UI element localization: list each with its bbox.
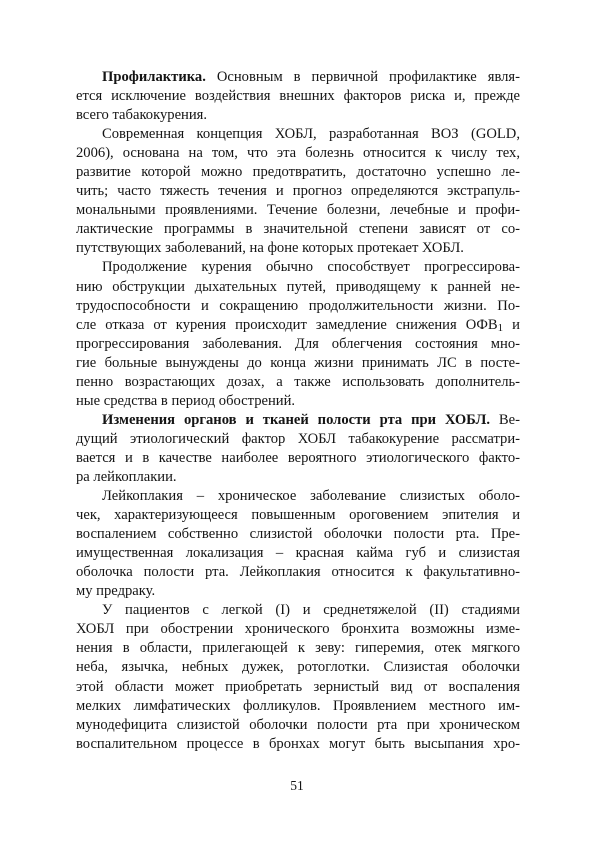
paragraph-patients: У пациентов с легкой (I) и среднетяжелой (II) стадиями ХОБЛ при обострении хронического бронхита возможны изме- нения в области, прилегающей к зеву: гиперемия, отек мягкого неба, язычка, небных дужек, ротоглотки. Слизистая оболочки этой области может приобретать зернистый вид от воспаления мелких лимфатических фолликулов. Проявлением местного им- мунодефицита слизистой оболочки полости рта при хроническом воспалительном процессе в бронхах могут быть высыпания хро- xyxy=(76,602,520,752)
page-number: 51 xyxy=(290,778,304,793)
paragraph-concept: Современная концепция ХОБЛ, разработанная ВОЗ (GOLD, 2006), основана на том, что эта болезнь относится к числу тех, развитие которой можно предотвратить, достаточно успешно ле- чить; часто тяжесть течения и прогноз определяются экстрапуль- мональными проявлениями. Течение болезни, лечебные и профи- лактические программы в значительной степени зависят от со- путствующих заболеваний, на фоне которых протекает ХОБЛ. xyxy=(76,126,520,257)
paragraph-leukoplakia: Лейкоплакия – хроническое заболевание слизистых оболо- чек, характеризующееся повышенным ороговением эпителия и воспалением собственно слизистой оболочки полости рта. Пре- имущественная локализация – красная кайма губ и слизистая оболочка полости рта. Лейкоплакия относится к факультативно- му предраку. xyxy=(76,488,520,600)
paragraph-smoking: Продолжение курения обычно способствует прогрессирова- нию обструкции дыхательных путей, приводящему к ранней не- трудоспособности и сокращению продолжительности жизни. По- сле отказа от курения происходит замедление снижения ОФВ1 и прогрессирования заболевания. Для облегчения состояния мно- гие больные вынуждены до конца жизни принимать ЛС в посте- пенно возрастающих дозах, а также использовать дополнитель- ные средства в период обострений. xyxy=(76,259,520,409)
paragraph-oral-changes: Изменения органов и тканей полости рта при ХОБЛ. Ве- дущий этиологический фактор ХОБЛ табакокурение рассматри- вается и в качестве наиболее вероятного этиологического факто- ра лейкоплакии. xyxy=(76,411,520,485)
paragraph-prevention: Профилактика. Основным в первичной профилактике явля- ется исключение воздействия внешних факторов риска и, прежде всего табакокурения. xyxy=(76,69,520,124)
fev-subscript: 1 xyxy=(497,321,504,334)
body-text xyxy=(76,68,520,754)
heading-oral-changes: Изменения органов и тканей полости рта при ХОБЛ. xyxy=(102,411,490,428)
heading-prevention: Профилактика. xyxy=(102,69,206,85)
